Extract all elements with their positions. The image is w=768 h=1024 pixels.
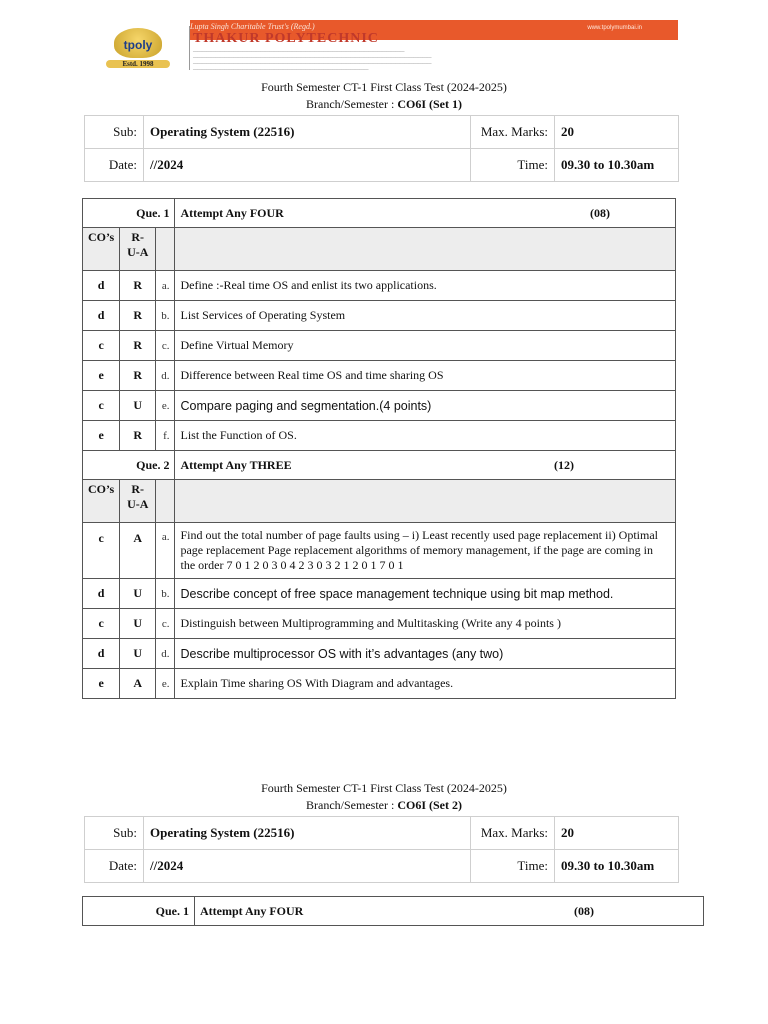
col-cos: CO’s bbox=[83, 480, 120, 523]
q2-heading-row bbox=[83, 451, 676, 480]
sub-label: Sub: bbox=[85, 116, 144, 149]
table-row: d U b. Describe concept of free space management technique using bit map method. bbox=[83, 579, 676, 609]
time-label: Time: bbox=[471, 850, 555, 883]
col-rua: R-U-A bbox=[120, 228, 156, 271]
max-marks-label: Max. Marks: bbox=[471, 817, 555, 850]
set1-question-table bbox=[82, 198, 676, 699]
question-text: Compare paging and segmentation.(4 points) bbox=[175, 391, 676, 421]
q2-instruction: Attempt Any THREE (12) bbox=[175, 451, 676, 480]
q1-marks: (08) bbox=[590, 205, 610, 220]
question-text: List Services of Operating System bbox=[175, 301, 676, 331]
set2-info-table bbox=[84, 816, 679, 883]
college-name: THAKUR POLYTECHNIC bbox=[193, 31, 379, 46]
set2-branch: Branch/Semester : CO6I (Set 2) bbox=[306, 798, 462, 812]
question-text: Define :-Real time OS and enlist its two applications. bbox=[175, 271, 676, 301]
max-marks-value: 20 bbox=[555, 116, 679, 149]
date-label: Date: bbox=[85, 850, 144, 883]
question-text: Describe multiprocessor OS with it’s advantages (any two) bbox=[175, 639, 676, 669]
q2-marks: (12) bbox=[554, 457, 574, 472]
trust-motto: Lupta Singh Charitable Trust's (Regd.) bbox=[190, 22, 315, 31]
date-label: Date: bbox=[85, 149, 144, 182]
max-marks-value: 20 bbox=[555, 817, 679, 850]
table-row: d R b. List Services of Operating System bbox=[83, 301, 676, 331]
time-label: Time: bbox=[471, 149, 555, 182]
max-marks-label: Max. Marks: bbox=[471, 116, 555, 149]
table-row: e R d. Difference between Real time OS and time sharing OS bbox=[83, 361, 676, 391]
logo-estd: Estd. 1998 bbox=[106, 60, 170, 68]
q1-instruction: Attempt Any FOUR (08) bbox=[175, 199, 676, 228]
subject-value: Operating System (22516) bbox=[144, 817, 471, 850]
set1-info-table bbox=[84, 115, 679, 182]
table-row: c R c. Define Virtual Memory bbox=[83, 331, 676, 361]
time-value: 09.30 to 10.30am bbox=[555, 149, 679, 182]
set2-q1-marks: (08) bbox=[574, 903, 594, 918]
q2-number: Que. 2 bbox=[83, 451, 175, 480]
q1-heading-row bbox=[83, 199, 676, 228]
table-row: c U c. Distinguish between Multiprogramming and Multitasking (Write any 4 points ) bbox=[83, 609, 676, 639]
question-text: List the Function of OS. bbox=[175, 421, 676, 451]
question-text: Describe concept of free space management technique using bit map method. bbox=[175, 579, 676, 609]
set2-title: Fourth Semester CT-1 First Class Test (2024-2025) bbox=[261, 781, 507, 795]
college-website: www.tpolymumbai.in bbox=[587, 25, 642, 31]
question-text: Difference between Real time OS and time sharing OS bbox=[175, 361, 676, 391]
college-logo bbox=[90, 24, 186, 72]
table-row: c A a. Find out the total number of page faults using – i) Least recently used page replacement ii) Optimal page replacement Page replacement algorithms of memory management, if the page are coming in the order 7 0 1 2 0 3 0 4 2 3 0 3 2 1 2 0 1 7 0 1 bbox=[83, 523, 676, 579]
col-cos: CO’s bbox=[83, 228, 120, 271]
table-row: c U e. Compare paging and segmentation.(4 points) bbox=[83, 391, 676, 421]
question-text: Define Virtual Memory bbox=[175, 331, 676, 361]
set2-q1-instruction: Attempt Any FOUR (08) bbox=[195, 897, 704, 926]
question-text: Distinguish between Multiprogramming and Multitasking (Write any 4 points ) bbox=[175, 609, 676, 639]
set1-branch: Branch/Semester : CO6I (Set 1) bbox=[306, 97, 462, 111]
sub-label: Sub: bbox=[85, 817, 144, 850]
time-value: 09.30 to 10.30am bbox=[555, 850, 679, 883]
question-text: Explain Time sharing OS With Diagram and advantages. bbox=[175, 669, 676, 699]
table-row: d U d. Describe multiprocessor OS with it’s advantages (any two) bbox=[83, 639, 676, 669]
table-row: d R a. Define :-Real time OS and enlist its two applications. bbox=[83, 271, 676, 301]
set2-q1-number: Que. 1 bbox=[83, 897, 195, 926]
logo-text: tpoly bbox=[123, 38, 153, 52]
date-value: //2024 bbox=[144, 149, 471, 182]
set2-q1-heading-row bbox=[83, 897, 704, 926]
set1-title: Fourth Semester CT-1 First Class Test (2024-2025) bbox=[261, 80, 507, 94]
date-value: //2024 bbox=[144, 850, 471, 883]
col-rua: R-U-A bbox=[120, 480, 156, 523]
subject-value: Operating System (22516) bbox=[144, 116, 471, 149]
question-text: Find out the total number of page faults using – i) Least recently used page replacement ii) Optimal page replacement Page replacement algorithms of memory management, if the page are coming in the order 7 0 1 2 0 3 0 4 2 3 0 3 2 1 2 0 1 7 0 1 bbox=[175, 523, 676, 579]
table-row: e R f. List the Function of OS. bbox=[83, 421, 676, 451]
q1-number: Que. 1 bbox=[83, 199, 175, 228]
q2-column-header bbox=[83, 480, 676, 523]
q1-column-header bbox=[83, 228, 676, 271]
table-row: e A e. Explain Time sharing OS With Diagram and advantages. bbox=[83, 669, 676, 699]
set2-question-table bbox=[82, 896, 704, 926]
college-banner: tpoly Estd. 1998 Lupta Singh Charitable Trust's (Regd.) www.tpolymumbai.in THAKUR POLYTECHNIC ______________________________________________________________________________________________ __________________________________________________________________________________________________________ __________________________________________________________________________________________________________ ______________________________________________________________________________ bbox=[90, 20, 678, 75]
